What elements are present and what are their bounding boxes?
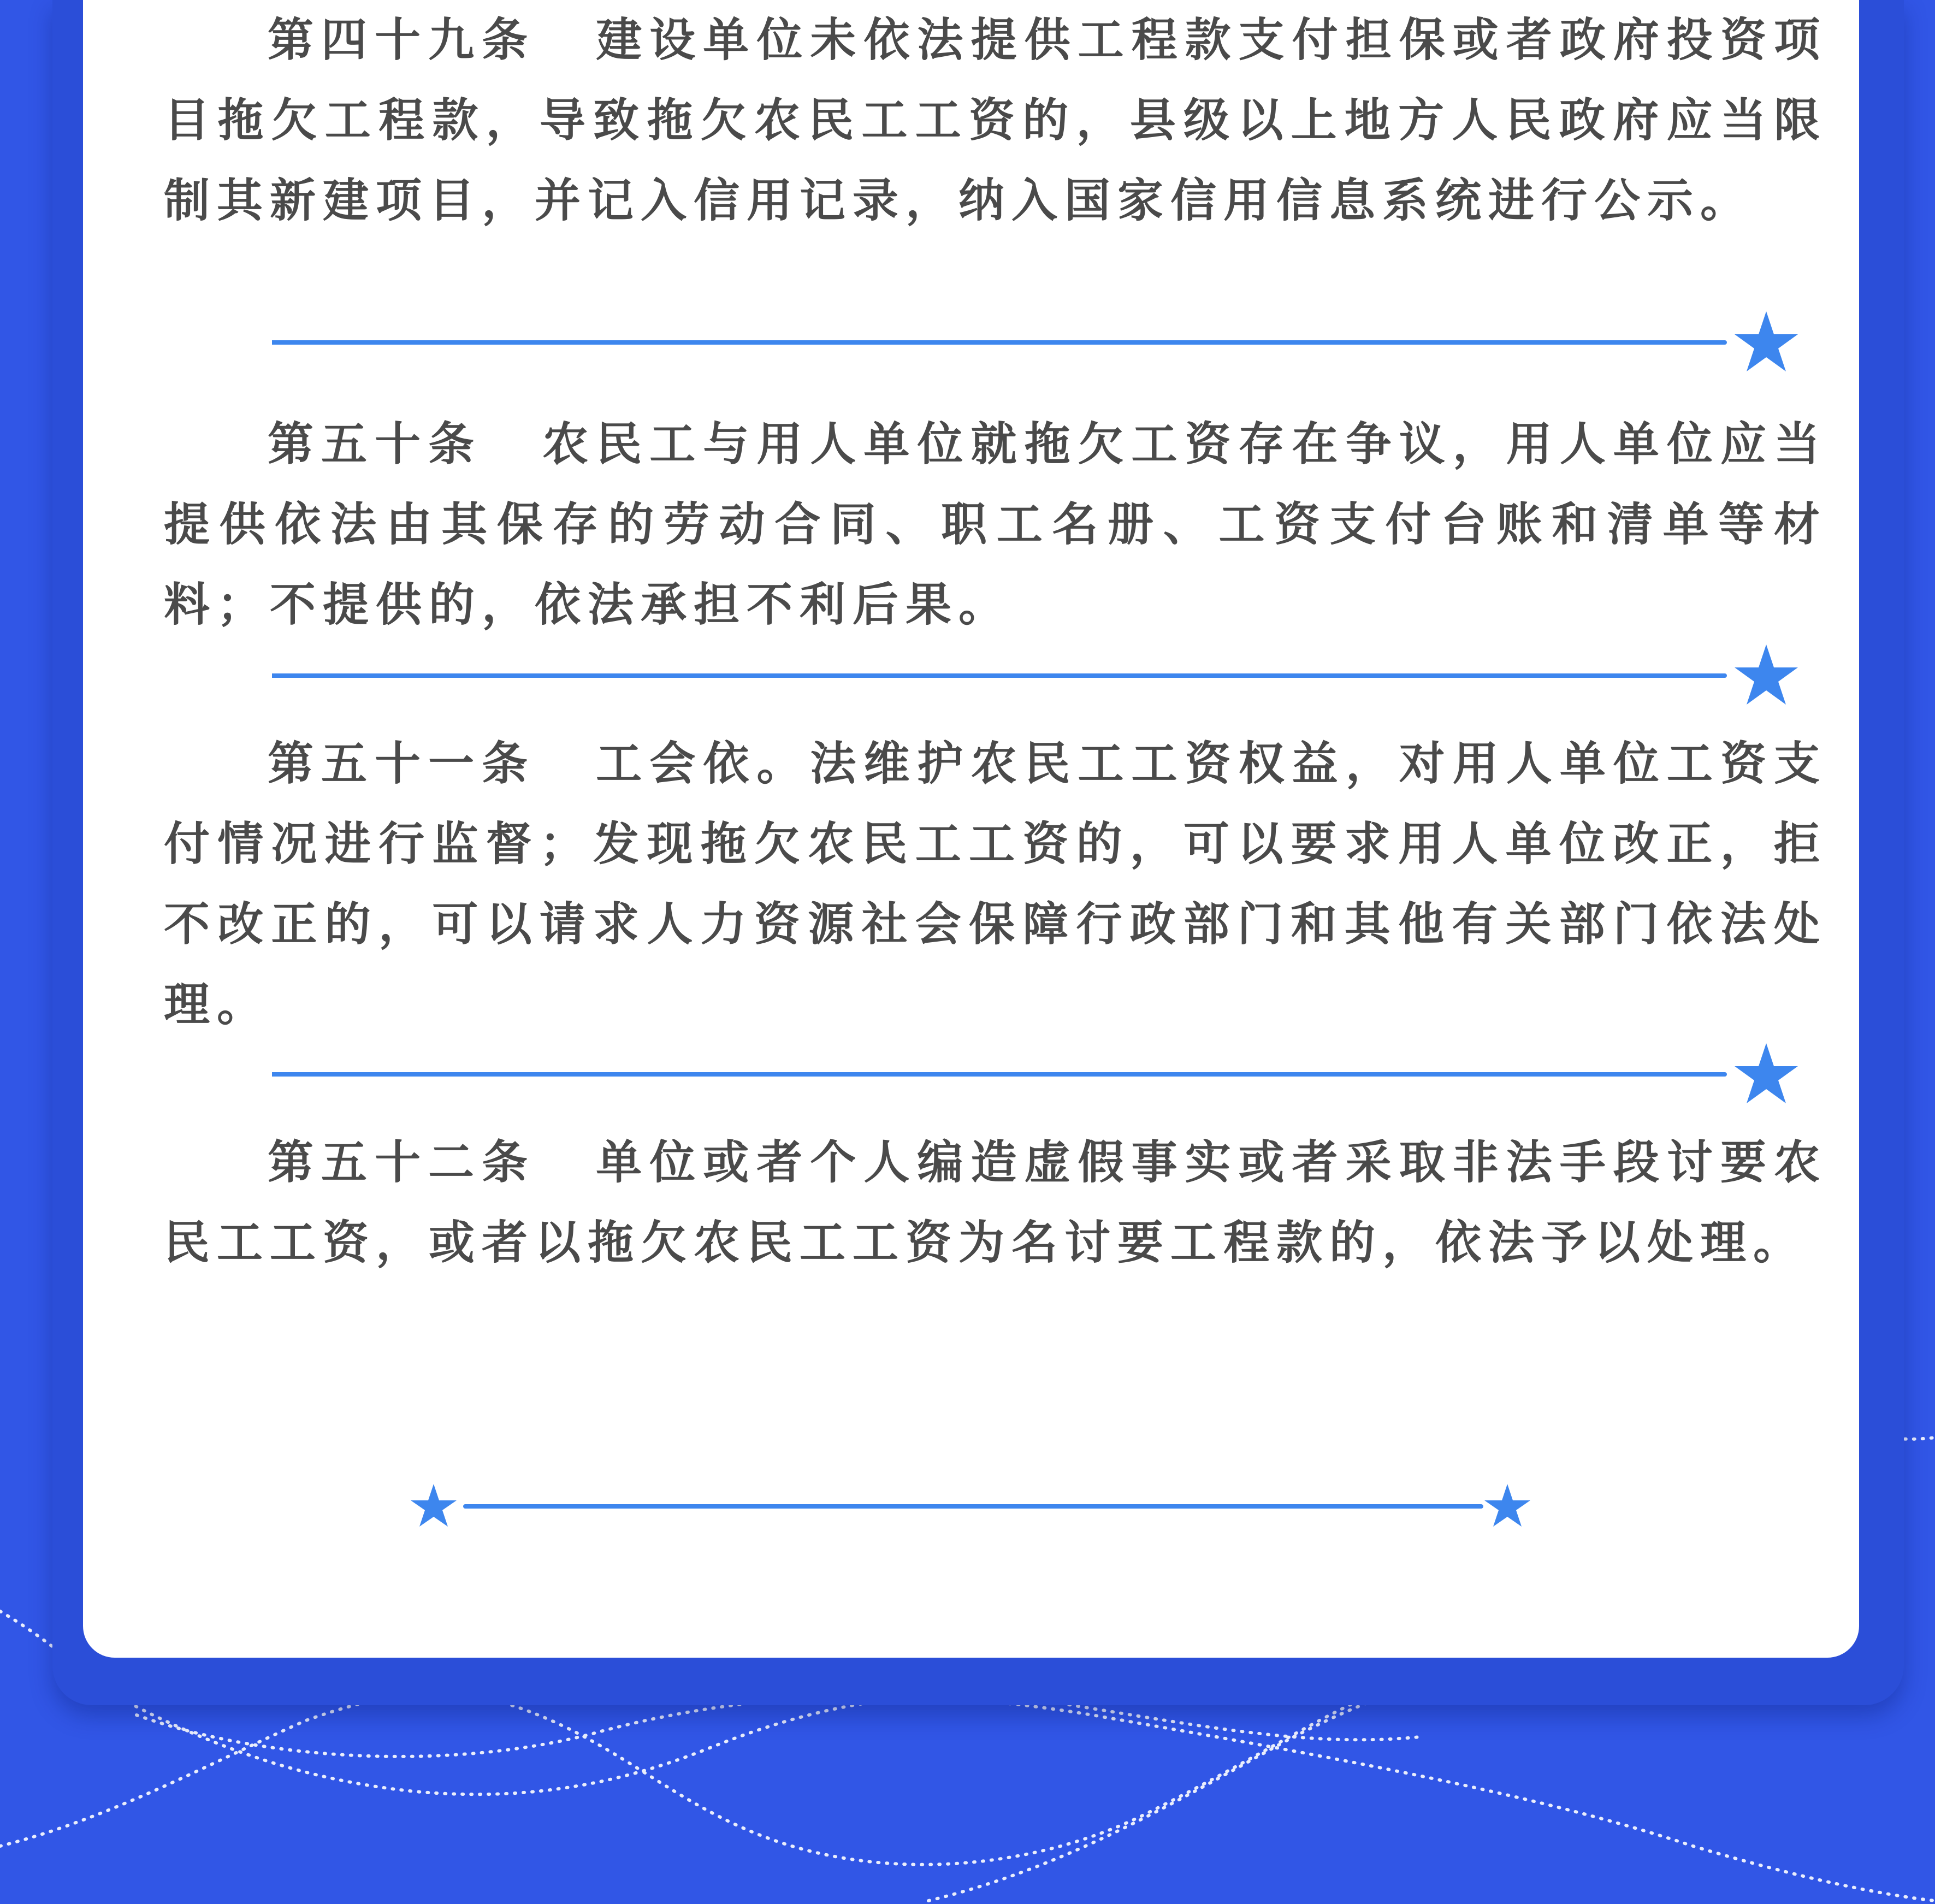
article-52-text: 单位或者个人编造虚假事实或者采取非法手段讨要农民工工资，或者以拖欠农民工工资为名讨要工程款的，依法予以处理。 [164, 1136, 1827, 1269]
article-50 [164, 404, 1827, 645]
article-51-text: 工会依。法维护农民工工资权益，对用人单位工资支付情况进行监督；发现拖欠农民工工资的，可以要求用人单位改正，拒不改正的，可以请求人力资源社会保障行政部门和其他有关部门依法处理。 [164, 737, 1827, 1031]
star-icon [1735, 1043, 1798, 1103]
article-49-text: 建设单位未依法提供工程款支付担保或者政府投资项目拖欠工程款，导致拖欠农民工工资的，县级以上地方人民政府应当限制其新建项目，并记入信用记录，纳入国家信用信息系统进行公示。 [164, 13, 1827, 227]
article-49-title: 第四十九条 [268, 13, 536, 67]
star-icon [1735, 644, 1798, 705]
article-49 [164, 0, 1827, 241]
article-52-paragraph [164, 1122, 1827, 1283]
footer-divider [411, 1483, 1536, 1532]
article-50-paragraph [164, 404, 1827, 645]
article-50-title: 第五十条 [268, 417, 482, 471]
star-icon [1735, 311, 1798, 371]
article-52-title: 第五十二条 [268, 1136, 536, 1189]
article-51 [164, 724, 1827, 1045]
section-divider-1 [272, 311, 1801, 377]
article-50-text: 农民工与用人单位就拖欠工资存在争议，用人单位应当提供依法由其保存的劳动合同、职工名册、工资支付台账和清单等材料；不提供的，依法承担不利后果。 [164, 417, 1827, 631]
section-divider-2 [272, 644, 1801, 710]
article-49-paragraph [164, 0, 1827, 241]
star-icon [411, 1484, 457, 1527]
article-52 [164, 1122, 1827, 1283]
star-icon [1484, 1484, 1530, 1527]
article-51-title: 第五十一条 [268, 737, 536, 790]
article-51-paragraph [164, 724, 1827, 1045]
section-divider-3 [272, 1043, 1801, 1109]
